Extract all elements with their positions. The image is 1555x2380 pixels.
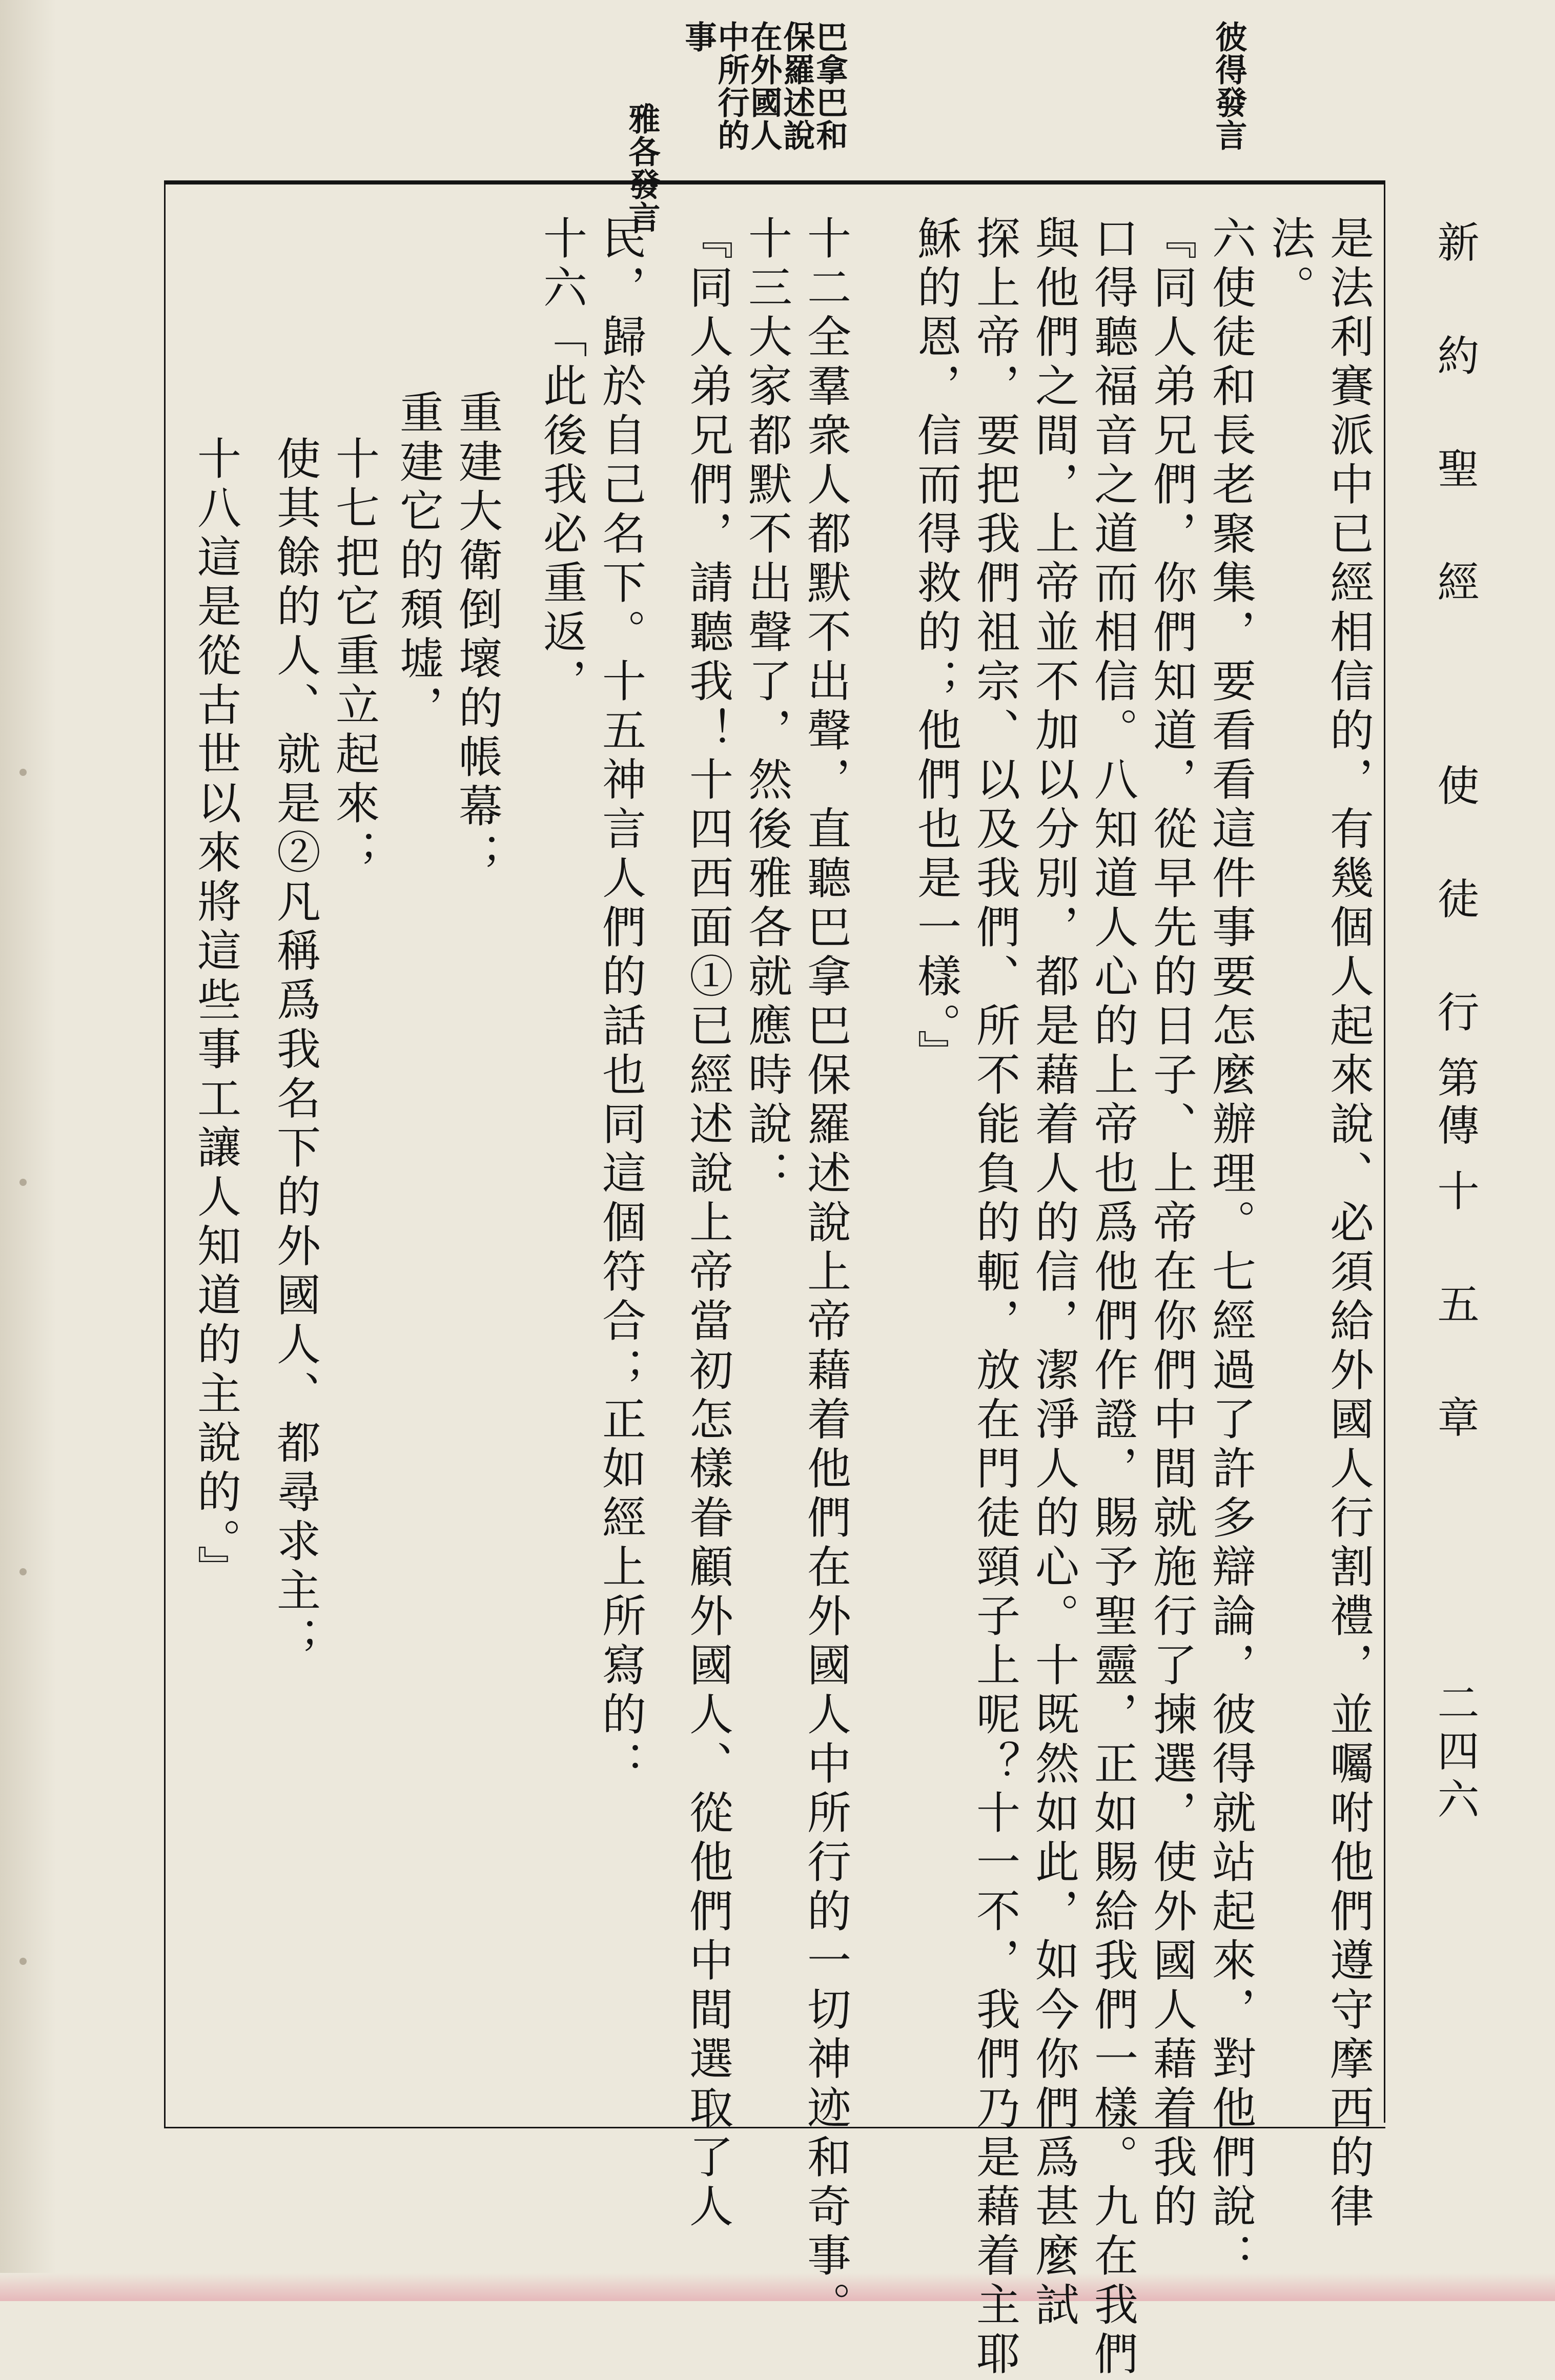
binding-stitch [19,1179,27,1186]
body-line: 六使徒和長老聚集，要看看這件事要怎麼辦理。七經過了許多辯論，彼得就站起來，對他們說： [1204,215,1256,2282]
body-line: 是法利賽派中已經相信的，有幾個人起來說、必須給外國人行割禮，並囑咐他們遵守摩西的律 [1322,215,1374,2232]
margin-note [682,20,846,169]
binding-edge [0,0,56,2301]
body-line: 十八這是從古世以來將這些事工讓人知道的主說的。』 [190,436,241,1594]
header-page-number: 二四六 [1430,1681,1479,1825]
body-line: 十七把它重立起來； [328,436,379,878]
page-bottom-edge [0,2273,1555,2301]
body-line: 口得聽福音之道而相信。八知道人心的上帝也爲他們作證，賜予聖靈，正如賜給我們一樣。九在我們 [1087,215,1138,2380]
body-line: 重建大衛倒壞的帳幕； [451,389,502,881]
body-line: 探上帝，要把我們祖宗、以及我們、所不能負的軛，放在門徒頸子上呢？十一不，我們乃是藉着主耶 [969,215,1020,2380]
margin-note: 彼得發言 [1210,20,1247,152]
body-line: 重建它的頹墟， [392,389,443,734]
body-line: 與他們之間，上帝並不加以分別，都是藉着人的信，潔淨人的心。十既然如此，如今你們爲甚麼試 [1028,215,1079,2331]
binding-stitch [19,1958,27,1965]
body-line: 民，歸於自己名下。十五神言人們的話也同這個符合；正如經上所寫的： [595,215,646,1790]
header-book-title: 新 約 聖 經 [1430,220,1479,613]
header-chapter: 第 十 五 章 [1430,1056,1479,1449]
margin-note: 雅各發言 [623,102,661,234]
header-section-title: 使 徒 行 傳 [1430,764,1479,1157]
body-line: 使其餘的人、就是②凡稱爲我名下的外國人、都尋求主； [269,436,320,1666]
binding-stitch [19,1568,27,1575]
binding-stitch [19,769,27,776]
body-line: 十六「此後我必重返， [536,215,587,707]
margin-note-text: 巴拿巴和保羅述說在外國人中所行的事 [680,20,848,152]
body-line: 法。 [1263,215,1315,314]
body-line: 十二全羣衆人都默不出聲，直聽巴拿巴保羅述說上帝藉着他們在外國人中所行的一切神迹和奇事。 [800,215,851,2331]
frame-rule [1384,180,1385,2123]
body-line: 穌的恩，信而得救的；他們也是一樣。』 [910,215,961,1079]
body-line: 『同人弟兄們，你們知道，從早先的日子、上帝在你們中間就施行了揀選，使外國人藉着我的 [1145,215,1197,2232]
body-line: 十三大家都默不出聲了，然後雅各就應時說： [741,215,792,1199]
body-line: 『同人弟兄們，請聽我！十四西面①已經述說上帝當初怎樣眷顧外國人、從他們中間選取了人 [682,215,733,2232]
